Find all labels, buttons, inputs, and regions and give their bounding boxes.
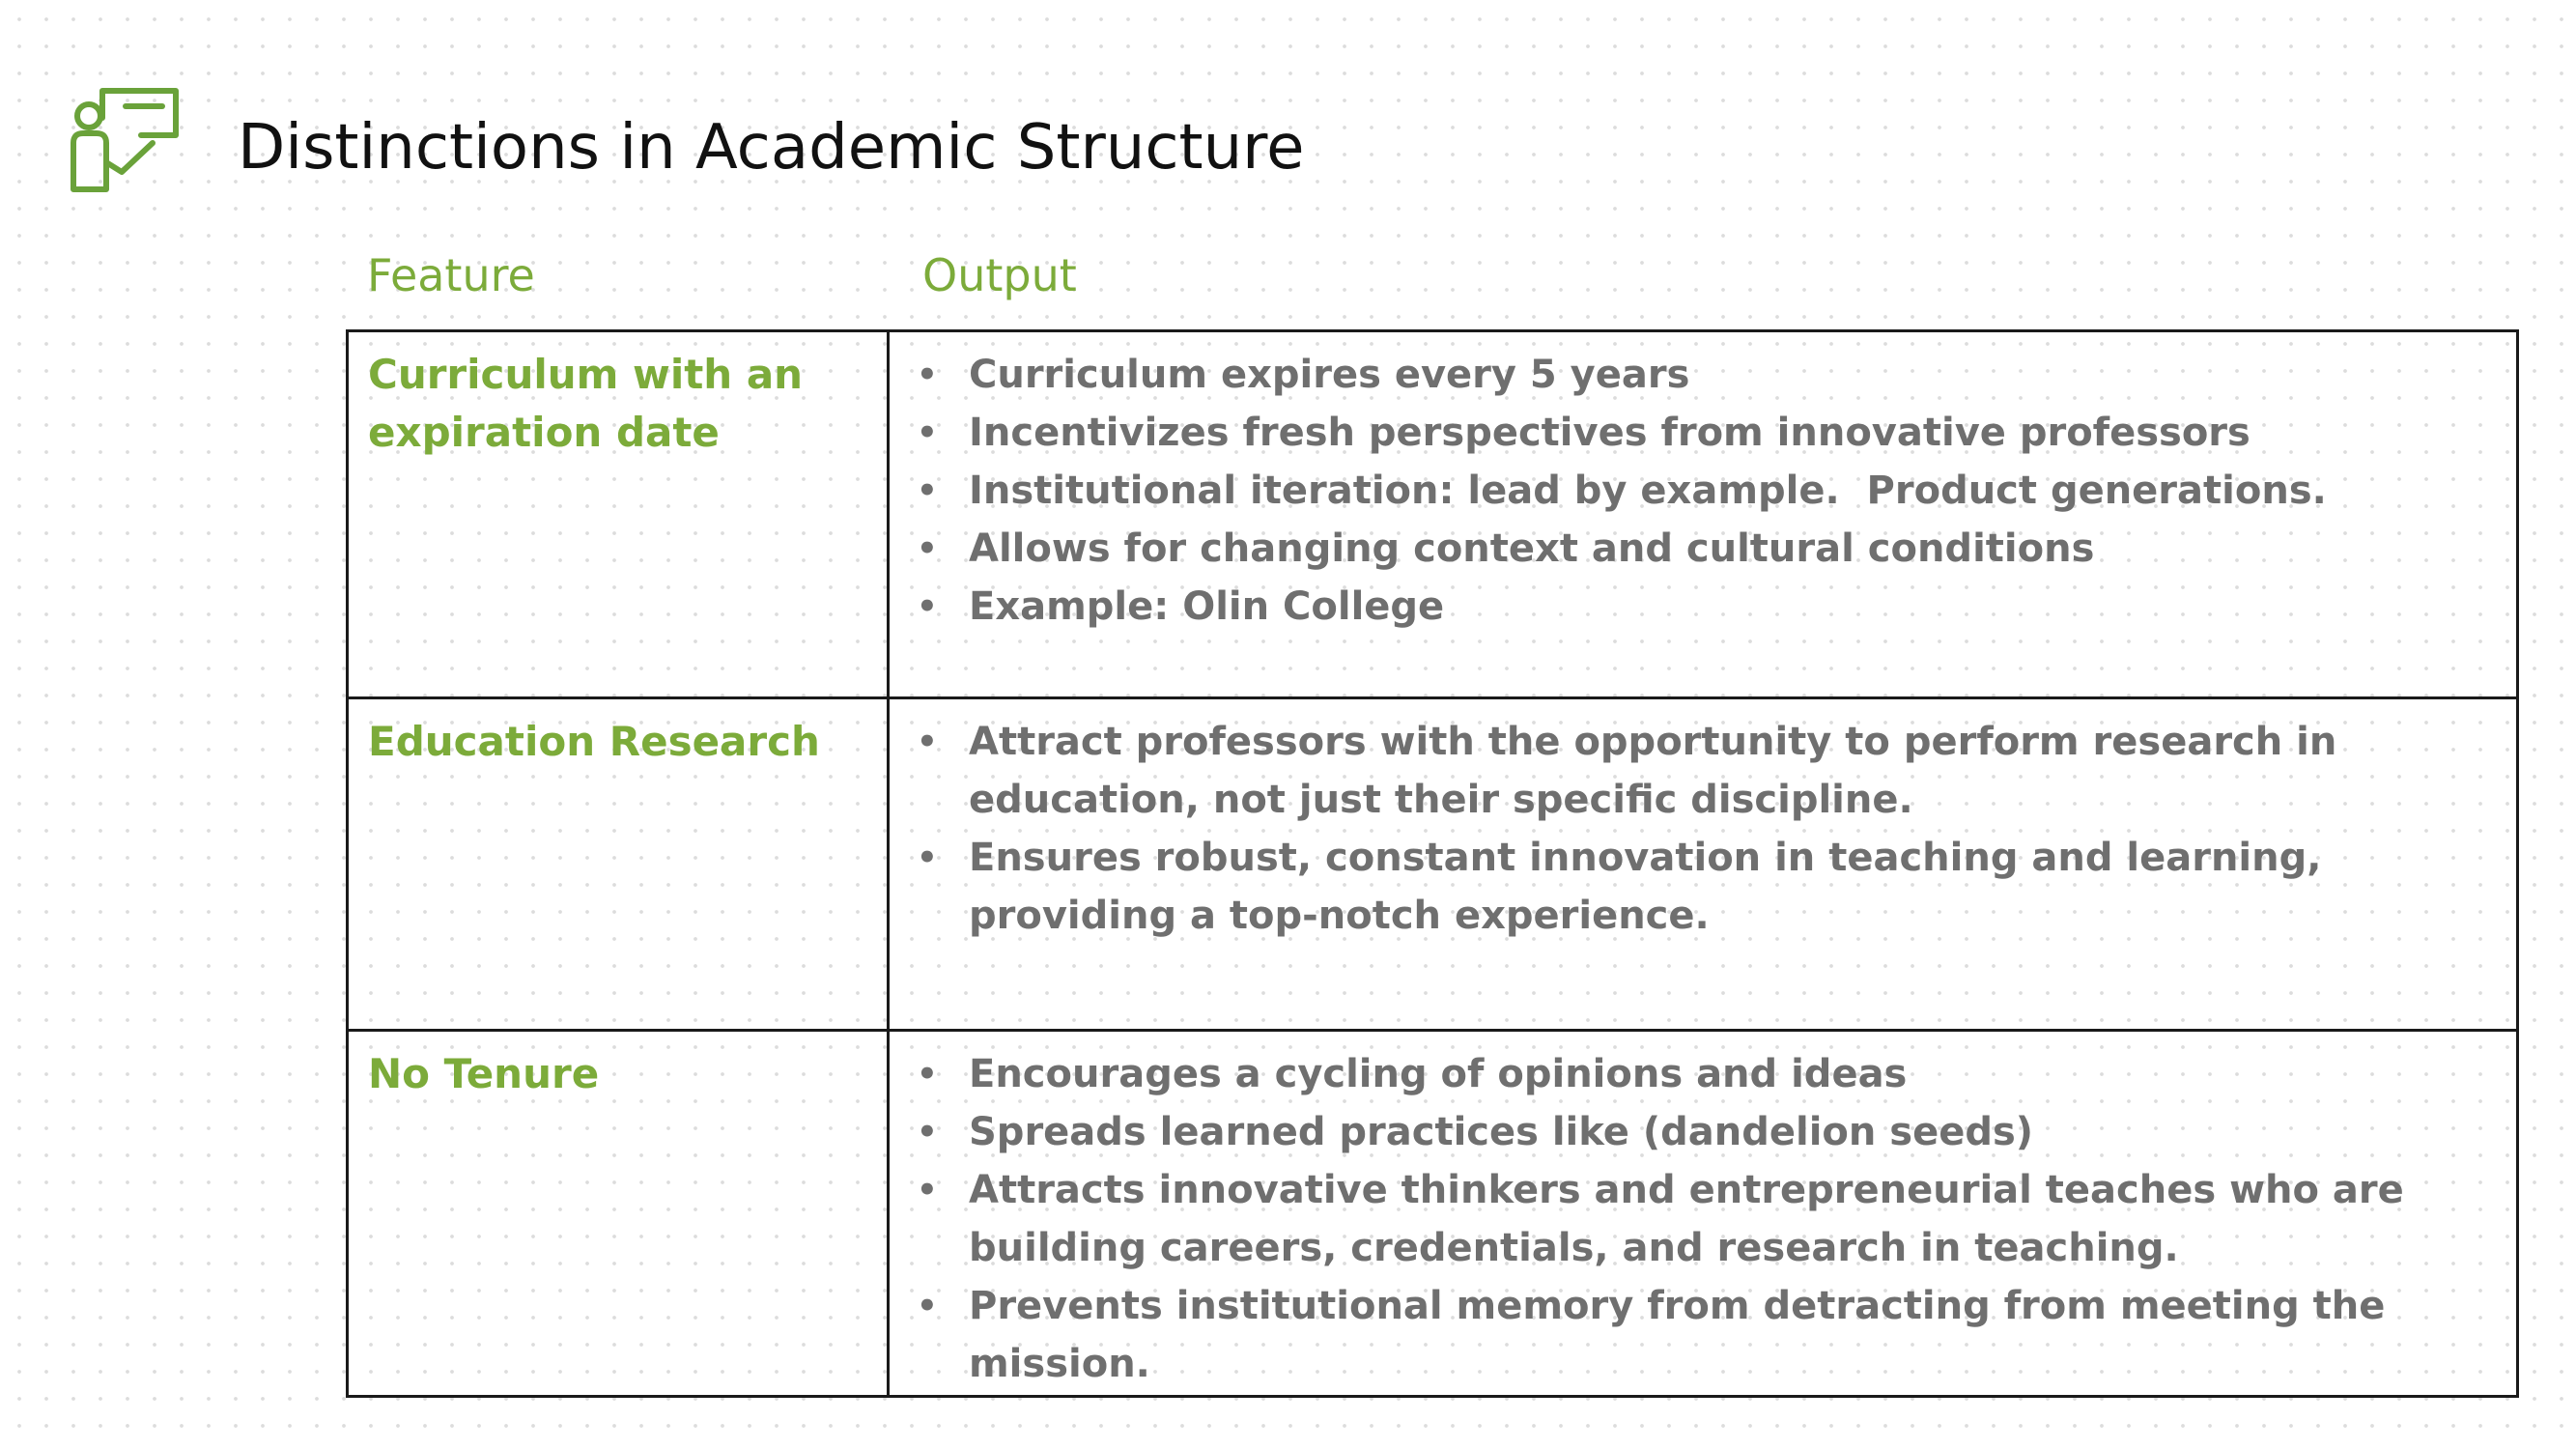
output-bullet: • Incentivizes fresh perspectives from innovative professors	[909, 404, 2487, 462]
feature-cell-no-tenure	[349, 1032, 890, 1395]
bullet-dot-icon: •	[917, 587, 938, 626]
output-bullet: • Encourages a cycling of opinions and ideas	[909, 1045, 2487, 1103]
output-list	[909, 713, 2487, 945]
bullet-dot-icon: •	[917, 355, 938, 394]
bullet-dot-icon: •	[917, 1113, 938, 1151]
output-bullet: • Curriculum expires every 5 years	[909, 346, 2487, 404]
feature-cell-curriculum	[349, 332, 890, 699]
bullet-dot-icon: •	[917, 1287, 938, 1325]
output-bullet: • Ensures robust, constant innovation in teaching and learning, providing a top-notch experience.	[909, 829, 2487, 945]
output-cell-curriculum	[890, 332, 2516, 699]
output-bullet: • Example: Olin College	[909, 578, 2487, 636]
presenter-board-icon	[70, 85, 182, 193]
bullet-dot-icon: •	[917, 723, 938, 761]
bullet-dot-icon: •	[917, 1171, 938, 1209]
bullet-dot-icon: •	[917, 529, 938, 568]
bullet-dot-icon: •	[917, 838, 938, 877]
output-column-header: Output	[922, 249, 1077, 301]
output-bullet: • Allows for changing context and cultural conditions	[909, 520, 2487, 578]
feature-label: No Tenure	[368, 1050, 600, 1097]
feature-label: Curriculum with an expiration date	[368, 351, 804, 456]
output-list	[909, 1045, 2487, 1393]
features-table	[346, 329, 2519, 1398]
feature-cell-education-research	[349, 699, 890, 1032]
output-bullet: • Spreads learned practices like (dandelion seeds)	[909, 1103, 2487, 1161]
output-bullet: • Attracts innovative thinkers and entrepreneurial teaches who are building careers, credentials, and research in teaching.	[909, 1161, 2487, 1277]
output-bullet: • Institutional iteration: lead by example. Product generations.	[909, 462, 2487, 520]
output-cell-no-tenure	[890, 1032, 2516, 1395]
output-bullet: • Prevents institutional memory from detracting from meeting the mission.	[909, 1277, 2487, 1393]
bullet-dot-icon: •	[917, 471, 938, 510]
output-bullet: • Attract professors with the opportunity to perform research in education, not just their specific discipline.	[909, 713, 2487, 829]
output-list	[909, 346, 2487, 636]
output-cell-education-research	[890, 699, 2516, 1032]
slide-title: Distinctions in Academic Structure	[238, 112, 1305, 184]
bullet-dot-icon: •	[917, 1055, 938, 1094]
bullet-dot-icon: •	[917, 413, 938, 452]
feature-label: Education Research	[368, 718, 820, 765]
feature-column-header: Feature	[367, 249, 535, 301]
